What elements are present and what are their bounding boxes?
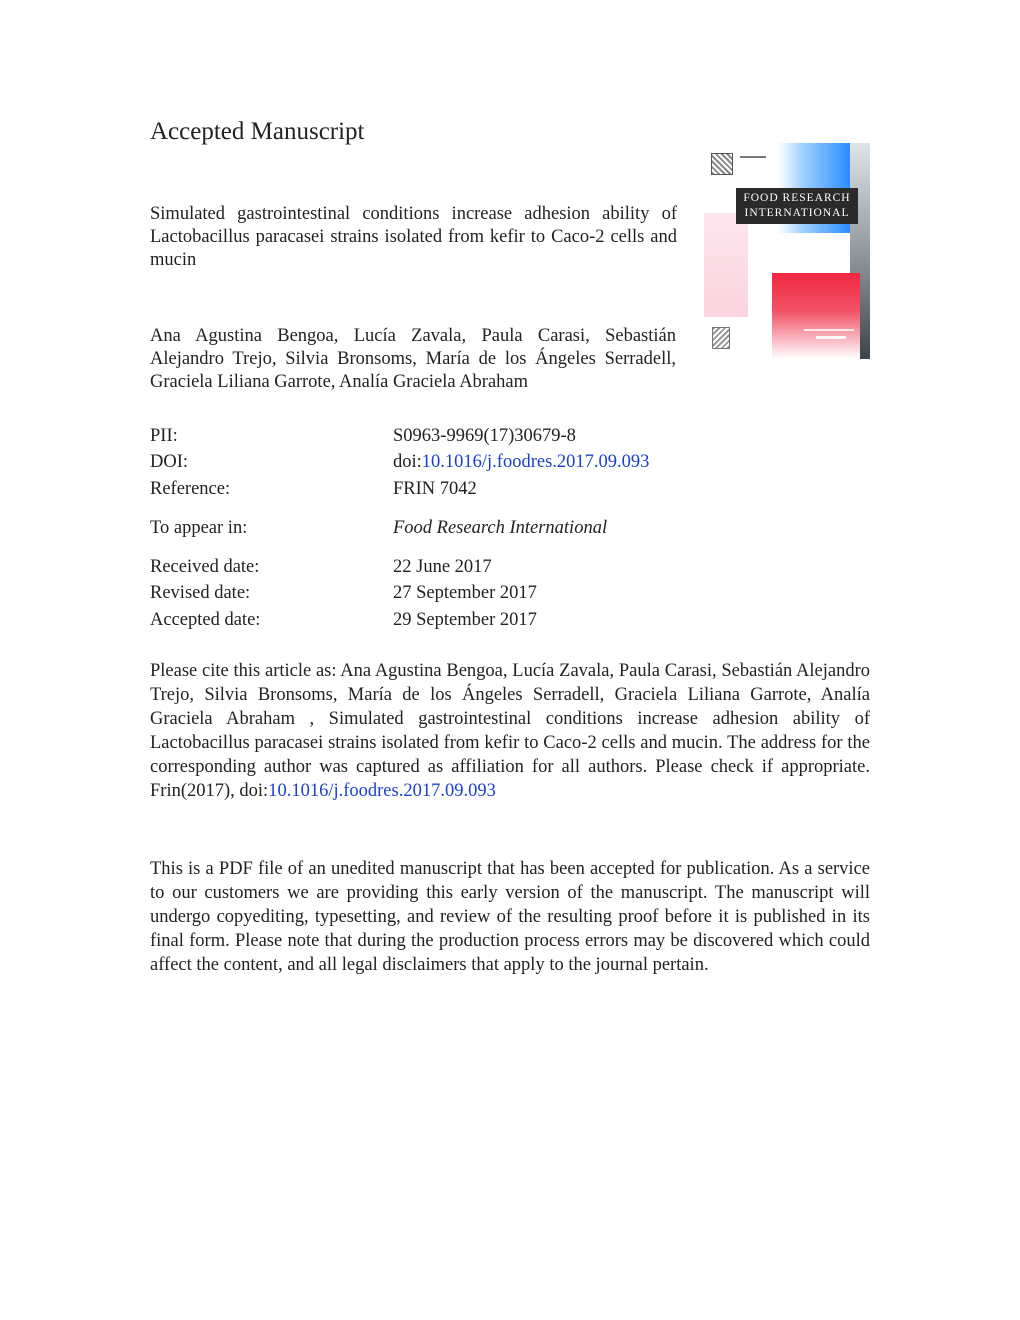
- appear-value: Food Research International: [393, 518, 608, 538]
- elsevier-tree-icon: [711, 153, 733, 175]
- cover-small-print: [740, 156, 766, 158]
- citation-text: Please cite this article as: Ana Agustina Bengoa, Lucía Zavala, Paula Carasi, Sebastián Alejandro Trejo, Silvia Bronsoms, María de los Ángeles Serradell, Graciela Liliana Garrote, Analía Graciela Abraham , Simulated gastrointestinal conditions increase adhesion ability of Lactobacillus paracasei strains isolated from kefir to Caco-2 cells and mucin. The address for the corresponding author was captured as affiliation for all authors. Please check if appropriate. Frin(2017), doi:: [150, 661, 870, 801]
- cover-small-print-bottom-2: [816, 336, 846, 339]
- page-heading: Accepted Manuscript: [150, 118, 365, 145]
- citation-paragraph: [150, 659, 870, 803]
- pii-value: S0963-9969(17)30679-8: [393, 426, 576, 446]
- disclaimer-paragraph: This is a PDF file of an unedited manuscript that has been accepted for publication. As a service to our customers we are providing this early version of the manuscript. The manuscript will undergo copyediting, typesetting, and review of the resulting proof before it is published in its final form. Please note that during the production process errors may be discovered which could affect the content, and all legal disclaimers that apply to the journal pertain.: [150, 859, 870, 975]
- appear-label: To appear in:: [150, 518, 248, 538]
- article-authors: Ana Agustina Bengoa, Lucía Zavala, Paula Carasi, Sebastián Alejandro Trejo, Silvia Bronsoms, María de los Ángeles Serradell, Graciela Liliana Garrote, Analía Graciela Abraham: [150, 326, 676, 392]
- accepted-label: Accepted date:: [150, 610, 261, 630]
- article-title: Simulated gastrointestinal conditions increase adhesion ability of Lactobacillus paracasei strains isolated from kefir to Caco-2 cells and mucin: [150, 204, 677, 270]
- accepted-value: 29 September 2017: [393, 610, 537, 630]
- reference-value: FRIN 7042: [393, 479, 477, 499]
- journal-name-line1: FOOD RESEARCH: [743, 192, 851, 204]
- doi-label: DOI:: [150, 452, 189, 472]
- cover-small-print-bottom: [804, 329, 854, 331]
- received-value: 22 June 2017: [393, 557, 492, 577]
- doi-prefix: doi:: [393, 452, 422, 472]
- pii-label: PII:: [150, 426, 178, 446]
- reference-label: Reference:: [150, 479, 231, 499]
- journal-name-line2: INTERNATIONAL: [744, 207, 850, 219]
- doi-link[interactable]: 10.1016/j.foodres.2017.09.093: [421, 452, 650, 472]
- received-label: Received date:: [150, 557, 260, 577]
- revised-label: Revised date:: [150, 583, 251, 603]
- journal-cover: [704, 143, 870, 359]
- doi-value: [393, 451, 649, 474]
- publisher-logo-icon: [712, 327, 730, 349]
- journal-name-badge: [736, 188, 858, 224]
- revised-value: 27 September 2017: [393, 583, 537, 603]
- cover-red-band: [772, 273, 860, 359]
- cover-pink-band: [704, 213, 748, 317]
- citation-doi-link[interactable]: 10.1016/j.foodres.2017.09.093: [268, 781, 496, 801]
